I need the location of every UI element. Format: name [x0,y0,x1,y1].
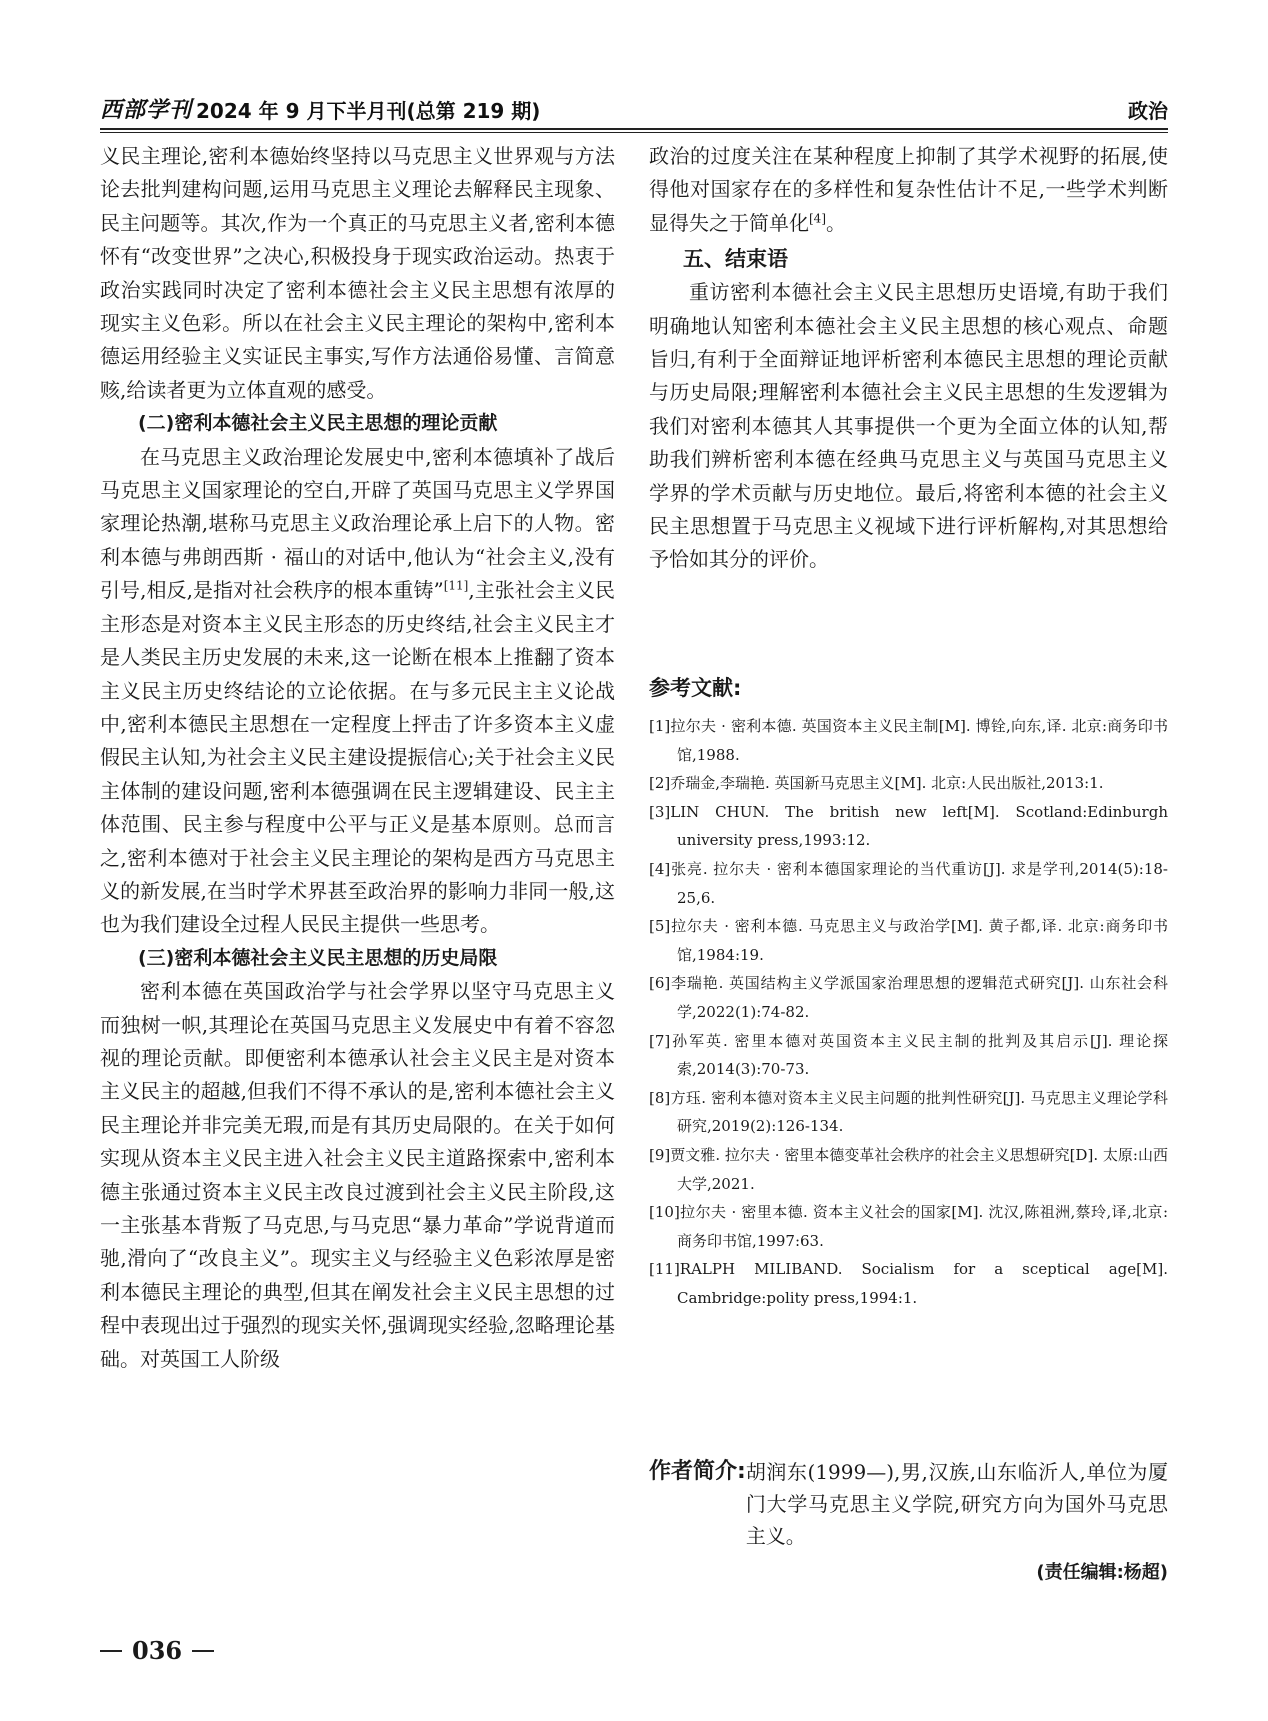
reference-item: [4]张亮. 拉尔夫 · 密利本德国家理论的当代重访[J]. 求是学刊,2014(5):18-25,6. [649,859,1168,907]
subsection-heading: (三)密利本德社会主义民主思想的历史局限 [138,946,498,969]
paragraph [100,441,615,942]
paragraph-text: 政治的过度关注在某种程度上抑制了其学术视野的拓展,使得他对国家存在的多样性和复杂性估计不足,一些学术判断显得失之于简单化 [649,144,1168,235]
reference-item: [11]RALPH MILIBAND. Socialism for a sceptical age[M]. Cambridge:polity press,1994:1. [649,1260,1168,1307]
author-label: 作者简介: [649,1459,746,1484]
section-label: 政治 [1128,99,1168,123]
paragraph: 重访密利本德社会主义民主思想历史语境,有助于我们明确地认知密利本德社会主义民主思想的核心观点、命题旨归,有利于全面辩证地评析密利本德民主思想的理论贡献与历史局限;理解密利本德社会主义民主思想的生发逻辑为我们对密利本德其人其事提供一个更为全面立体的认知,帮助我们辨析密利本德在经典马克思主义与英国马克思主义学界的学术贡献与历史地位。最后,将密利本德的社会主义民主思想置于马克思主义视域下进行评析解构,对其思想给予恰如其分的评价。 [649,280,1168,572]
reference-item: [8]方珏. 密利本德对资本主义民主问题的批判性研究[J]. 马克思主义理论学科研究,2019(2):126-134. [649,1088,1168,1136]
paragraph [649,140,1168,240]
page-header [100,84,1168,124]
issue-info: 2024 年 9 月下半月刊(总第 219 期) [196,99,541,123]
responsible-editor: (责任编辑:杨超) [1036,1562,1168,1583]
reference-item: [6]李瑞艳. 英国结构主义学派国家治理思想的逻辑范式研究[J]. 山东社会科学,2022(1):74-82. [649,974,1168,1021]
page-number-text: 036 [132,1636,183,1665]
reference-item: [7]孙军英. 密里本德对英国资本主义民主制的批判及其启示[J]. 理论探索,2014(3):70-73. [649,1031,1168,1079]
left-column [100,140,615,1376]
page-number-dash [100,1650,122,1652]
reference-item: [1]拉尔夫 · 密利本德. 英国资本主义民主制[M]. 博铨,向东,译. 北京:商务印书馆,1988. [649,717,1168,764]
references-list [649,712,1168,1312]
author-bio [649,1456,1168,1552]
paragraph: 密利本德在英国政治学与社会学界以坚守马克思主义而独树一帜,其理论在英国马克思主义发展史中有着不容忽视的理论贡献。即便密利本德承认社会主义民主是对资本主义民主的超越,但我们不得不承认的是,密利本德社会主义民主理论并非完美无瑕,而是有其历史局限的。在关于如何实现从资本主义民主进入社会主义民主道路探索中,密利本德主张通过资本主义民主改良过渡到社会主义民主阶段,这一主张基本背叛了马克思,与马克思“暴力革命”学说背道而驰,滑向了“改良主义”。现实主义与经验主义色彩浓厚是密利本德民主理论的典型,但其在阐发社会主义民主思想的过程中表现出过于强烈的现实关怀,强调现实经验,忽略理论基础。对英国工人阶级 [100,979,615,1371]
paragraph: 义民主理论,密利本德始终坚持以马克思主义世界观与方法论去批判建构问题,运用马克思主义理论去解释民主现象、民主问题等。其次,作为一个真正的马克思主义者,密利本德怀有“改变世界”之决心,积极投身于现实政治运动。热衷于政治实践同时决定了密利本德社会主义民主思想有浓厚的现实主义色彩。所以在社会主义民主理论的架构中,密利本德运用经验主义实证民主事实,写作方法通俗易懂、言简意赅,给读者更为立体直观的感受。 [100,144,615,402]
right-column [649,140,1168,577]
reference-item: [5]拉尔夫 · 密利本德. 马克思主义与政治学[M]. 黄子都,译. 北京:商务印书馆,1984:19. [649,917,1168,964]
subsection-heading: (二)密利本德社会主义民主思想的理论贡献 [138,412,498,435]
header-rule [100,128,1168,130]
page-number [100,1636,214,1665]
author-text: 胡润东(1999—),男,汉族,山东临沂人,单位为厦门大学马克思主义学院,研究方向为国外马克思主义。 [745,1460,1168,1548]
citation-marker: [11] [443,578,469,593]
reference-item: [3]LIN CHUN. The british new left[M]. Scotland:Edinburgh university press,1993:12. [649,802,1168,850]
paragraph-text: 在马克思主义政治理论发展史中,密利本德填补了战后马克思主义国家理论的空白,开辟了英国马克思主义学界国家理论热潮,堪称马克思主义政治理论承上启下的人物。密利本德与弗朗西斯 · 福山的对话中,他认为“社会主义,没有引号,相反,是指对社会秩序的根本重铸” [100,444,615,603]
paragraph-text: ,主张社会主义民主形态是对资本主义民主形态的历史终结,社会主义民主才是人类民主历史发展的未来,这一论断在根本上推翻了资本主义民主历史终结论的立论依据。在与多元民主主义论战中,密利本德民主思想在一定程度上抨击了许多资本主义虚假民主认知,为社会主义民主建设提振信心;关于社会主义民主体制的建设问题,密利本德强调在民主逻辑建设、民主主体范围、民主参与程度中公平与正义是基本原则。总而言之,密利本德对于社会主义民主理论的架构是西方马克思主义的新发展,在当时学术界甚至政治界的影响力非同一般,这也为我们建设全过程人民民主提供一些思考。 [100,578,615,937]
paragraph-text: 。 [826,210,846,235]
reference-item: [10]拉尔夫 · 密里本德. 资本主义社会的国家[M]. 沈汉,陈祖洲,蔡玲,译,北京:商务印书馆,1997:63. [649,1203,1168,1250]
page-number-dash [192,1650,214,1652]
reference-item: [2]乔瑞金,李瑞艳. 英国新马克思主义[M]. 北京:人民出版社,2013:1. [649,774,1104,793]
reference-item: [9]贾文雅. 拉尔夫 · 密里本德变革社会秩序的社会主义思想研究[D]. 太原:山西大学,2021. [649,1145,1168,1193]
journal-logo: 西部学刊 [100,97,193,123]
journal-header [100,93,540,124]
section-heading: 五、结束语 [683,247,788,272]
citation-marker: [4] [809,211,826,226]
header-rule-thin [100,132,1168,133]
references-title: 参考文献: [649,676,742,700]
